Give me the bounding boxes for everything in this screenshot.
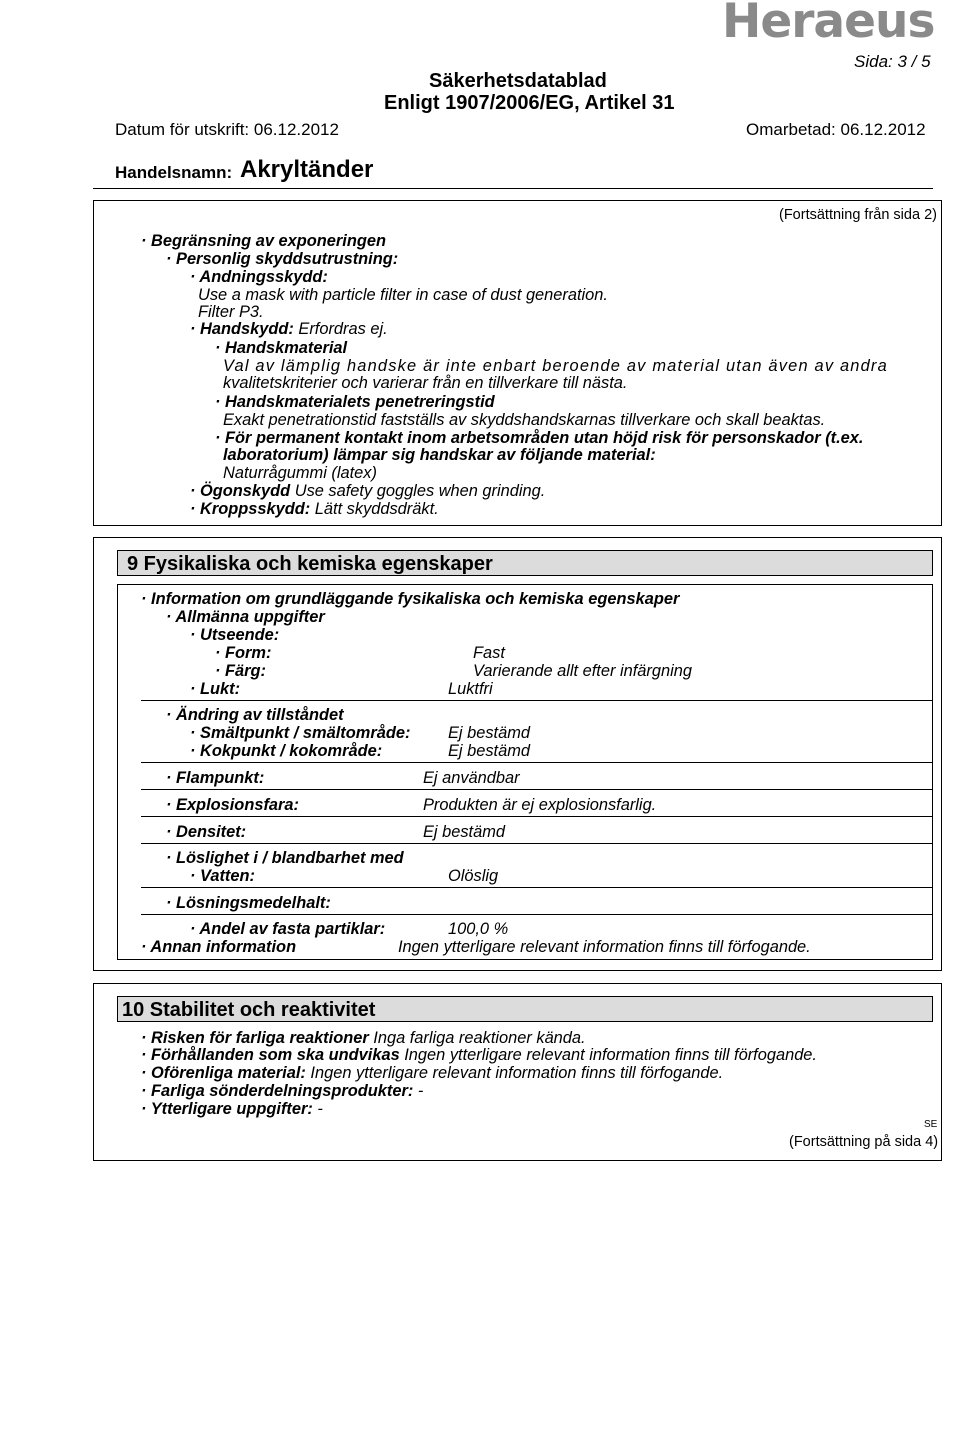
boiling-point-value: Ej bestämd	[448, 742, 530, 760]
glove-material-text-1: Val av lämplig handske är inte enbart beroende av material utan även av andra	[223, 357, 888, 375]
conditions-to-avoid-value: Ingen ytterligare relevant information finns till förfogande.	[404, 1046, 817, 1064]
conditions-to-avoid-label: · Förhållanden som ska undvikas	[141, 1046, 400, 1064]
continued-note: (Fortsättning på sida 4)	[789, 1134, 939, 1150]
glove-material-text-2: kvalitetskriterier och varierar från en tillverkare till nästa.	[223, 374, 628, 392]
body-protection-value: Lätt skyddsdräkt.	[314, 500, 439, 518]
ppe-heading: · Personlig skyddsutrustning:	[166, 250, 399, 268]
hand-protection-row	[190, 320, 388, 339]
glove-material-heading: · Handskmaterial	[215, 339, 348, 357]
print-date: Datum för utskrift: 06.12.2012	[115, 120, 339, 139]
header-divider	[93, 188, 933, 189]
flash-point-label: · Flampunkt:	[166, 769, 265, 787]
penetration-time-text: Exakt penetrationstid fastställs av skyddshandskarnas tillverkare och skall beaktas.	[223, 411, 826, 429]
hazardous-reactions-label: · Risken för farliga reaktioner	[141, 1029, 369, 1047]
color-value: Varierande allt efter infärgning	[473, 662, 692, 680]
document-subtitle: Enligt 1907/2006/EG, Artikel 31	[384, 92, 675, 114]
body-protection-row	[190, 500, 439, 519]
solubility-heading: · Löslighet i / blandbarhet med	[166, 849, 404, 867]
product-label: Handelsnamn:	[115, 163, 233, 182]
permanent-contact-heading-2: laboratorium) lämpar sig handskar av följande material:	[223, 446, 656, 464]
flash-point-value: Ej användbar	[423, 769, 520, 787]
melting-point-label: · Smältpunkt / smältområde:	[190, 724, 411, 742]
section-9-heading: 9 Fysikaliska och kemiska egenskaper	[117, 550, 933, 576]
form-label: · Form:	[215, 644, 272, 662]
basic-info-heading: · Information om grundläggande fysikaliska och kemiska egenskaper	[141, 590, 680, 608]
respiratory-heading: · Andningsskydd:	[190, 268, 328, 286]
reactivity-row-2	[141, 1046, 817, 1065]
decomposition-products-label: · Farliga sönderdelningsprodukter:	[141, 1082, 414, 1100]
separator	[141, 762, 933, 763]
separator	[141, 816, 933, 817]
section-10-heading: 10 Stabilitet och reaktivitet	[117, 996, 933, 1022]
body-protection-label: · Kroppsskydd:	[190, 500, 311, 518]
additional-info-label: · Ytterligare uppgifter:	[141, 1100, 313, 1118]
page-number: Sida: 3 / 5	[854, 52, 931, 71]
separator	[141, 887, 933, 888]
separator	[141, 843, 933, 844]
eye-protection-value: Use safety goggles when grinding.	[294, 482, 546, 500]
odor-value: Luktfri	[448, 680, 493, 698]
respiratory-text: Use a mask with particle filter in case of dust generation.	[198, 286, 608, 304]
product-name: Akryltänder	[240, 156, 374, 183]
density-label: · Densitet:	[166, 823, 247, 841]
revision-date: Omarbetad: 06.12.2012	[746, 120, 926, 139]
additional-info-value: -	[317, 1100, 323, 1118]
water-value: Olöslig	[448, 867, 499, 885]
document-title: Säkerhetsdatablad	[429, 70, 607, 92]
continuation-note: (Fortsättning från sida 2)	[779, 207, 937, 223]
heraeus-logo: Heraeus	[722, 0, 935, 49]
appearance-heading: · Utseende:	[190, 626, 280, 644]
explosion-value: Produkten är ej explosionsfarlig.	[423, 796, 657, 814]
decomposition-products-value: -	[417, 1082, 424, 1100]
general-heading: · Allmänna uppgifter	[166, 608, 325, 626]
odor-label: · Lukt:	[190, 680, 241, 698]
separator	[141, 789, 933, 790]
eye-protection-label: · Ögonskydd	[190, 482, 291, 500]
hand-protection-value: Erfordras ej.	[298, 320, 388, 338]
exposure-heading: · Begränsning av exponeringen	[141, 232, 386, 250]
incompatible-materials-value: Ingen ytterligare relevant information finns till förfogande.	[310, 1064, 724, 1082]
other-info-value: Ingen ytterligare relevant information finns till förfogande.	[398, 938, 811, 956]
color-label: · Färg:	[215, 662, 266, 680]
explosion-label: · Explosionsfara:	[166, 796, 299, 814]
hazardous-reactions-value: Inga farliga reaktioner kända.	[373, 1029, 586, 1047]
eye-protection-row	[190, 482, 545, 501]
reactivity-row-3	[141, 1064, 723, 1083]
hand-protection-label: · Handskydd:	[190, 320, 294, 338]
solids-label: · Andel av fasta partiklar:	[190, 920, 386, 938]
density-value: Ej bestämd	[423, 823, 505, 841]
separator	[141, 700, 933, 701]
water-label: · Vatten:	[190, 867, 255, 885]
state-change-heading: · Ändring av tillståndet	[166, 706, 344, 724]
solids-value: 100,0 %	[448, 920, 509, 938]
form-value: Fast	[473, 644, 505, 662]
filter-text: Filter P3.	[198, 303, 264, 321]
reactivity-row-4	[141, 1082, 423, 1101]
permanent-contact-heading: · För permanent kontakt inom arbetsområden utan höjd risk för personskador (t.ex.	[215, 429, 864, 447]
reactivity-row-5	[141, 1100, 323, 1119]
other-info-label: · Annan information	[141, 938, 297, 956]
melting-point-value: Ej bestämd	[448, 724, 530, 742]
separator	[141, 914, 933, 915]
incompatible-materials-label: · Oförenliga material:	[141, 1064, 306, 1082]
language-code: SE	[924, 1119, 938, 1130]
boiling-point-label: · Kokpunkt / kokområde:	[190, 742, 383, 760]
natural-rubber-text: Naturrågummi (latex)	[223, 464, 377, 482]
penetration-time-heading: · Handskmaterialets penetreringstid	[215, 393, 495, 411]
solvent-content-label: · Lösningsmedelhalt:	[166, 894, 331, 912]
